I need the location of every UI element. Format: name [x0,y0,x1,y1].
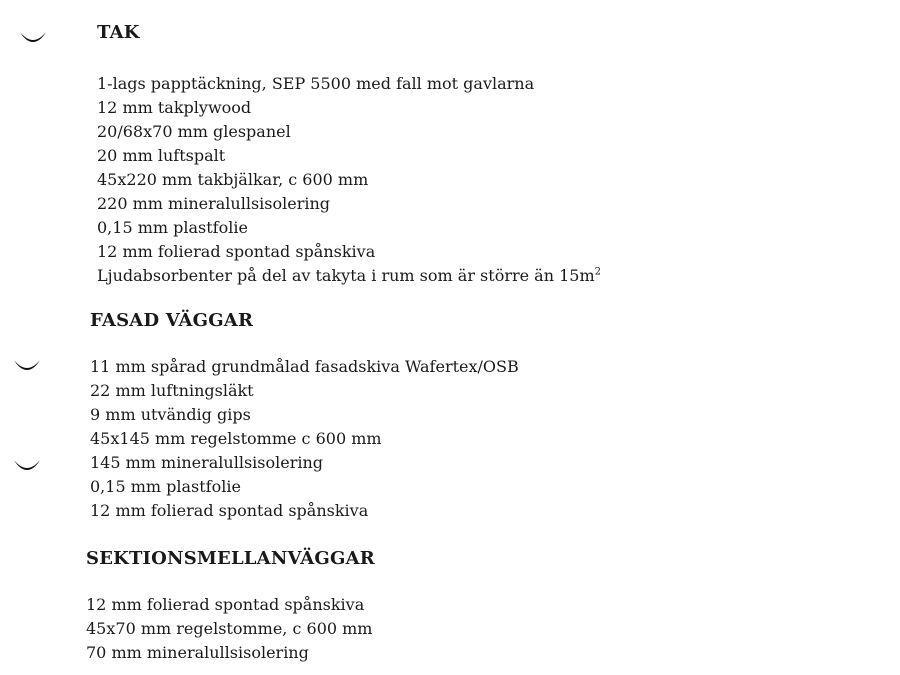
section-sektionsmellanvaggar [86,548,375,665]
section-tak [97,22,601,288]
list-item [97,264,601,288]
list-item: 12 mm takplywood [97,98,252,117]
margin-mark-icon [18,28,48,48]
list-item: 9 mm utvändig gips [90,405,251,424]
list-item: 11 mm spårad grundmålad fasadskiva Wafertex/OSB [90,357,519,376]
section-heading: FASAD VÄGGAR [90,310,254,331]
list-item: 22 mm luftningsläkt [90,381,254,400]
margin-mark-icon [12,356,42,376]
list-item: 0,15 mm plastfolie [97,218,248,237]
list-item: 12 mm folierad spontad spånskiva [86,595,365,614]
list-item: 145 mm mineralullsisolering [90,453,324,472]
item-list [90,355,519,523]
list-item: 1-lags papptäckning, SEP 5500 med fall mot gavlarna [97,74,535,93]
section-heading: SEKTIONSMELLANVÄGGAR [86,548,375,569]
list-item: 220 mm mineralullsisolering [97,194,331,213]
list-item: 0,15 mm plastfolie [90,477,241,496]
item-list [86,593,375,665]
list-item: 20/68x70 mm glespanel [97,122,291,141]
section-fasad-vaggar [90,310,519,523]
list-item: 45x220 mm takbjälkar, c 600 mm [97,170,369,189]
item-list [97,72,601,288]
superscript: 2 [594,266,602,278]
list-item: 12 mm folierad spontad spånskiva [97,242,376,261]
list-item: 70 mm mineralullsisolering [86,643,309,662]
list-item: 45x145 mm regelstomme c 600 mm [90,429,382,448]
list-item: 45x70 mm regelstomme, c 600 mm [86,619,373,638]
margin-mark-icon [12,456,42,476]
list-item: 12 mm folierad spontad spånskiva [90,501,369,520]
list-item-text: Ljudabsorbenter på del av takyta i rum som är större än 15m [97,266,595,285]
section-heading: TAK [97,22,140,43]
list-item: 20 mm luftspalt [97,146,226,165]
